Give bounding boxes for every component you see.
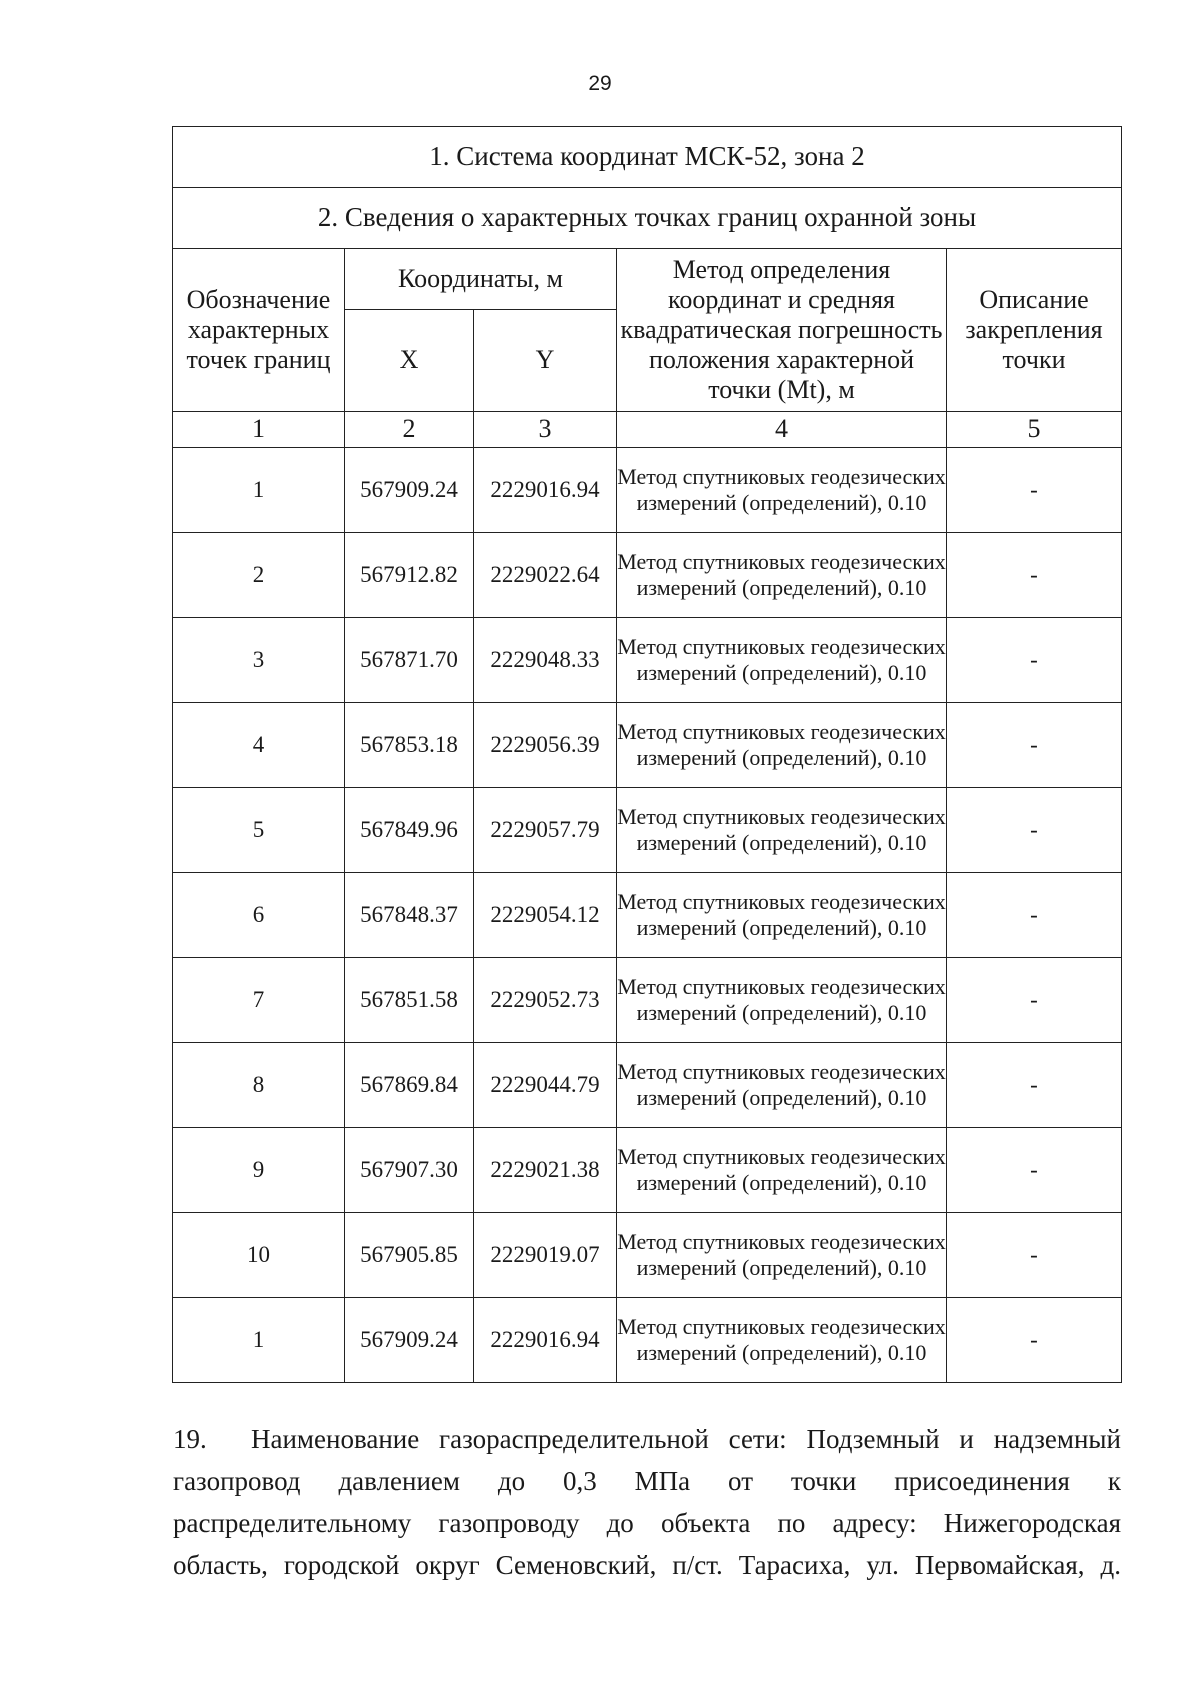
paragraph-line: распределительному газопроводу до объекта по адресу: Нижегородская <box>173 1508 1121 1538</box>
y-coordinate-cell: 2229048.33 <box>474 618 617 703</box>
table-row <box>173 788 1122 873</box>
method-cell: Метод спутниковых геодезических измерений (определений), 0.10 <box>617 1298 947 1383</box>
table-row <box>173 533 1122 618</box>
y-coordinate-cell: 2229052.73 <box>474 958 617 1043</box>
table-row <box>173 873 1122 958</box>
paragraph-line <box>173 1418 1121 1460</box>
y-coordinate-cell: 2229054.12 <box>474 873 617 958</box>
point-designation-cell: 5 <box>173 788 345 873</box>
x-coordinate-cell: 567871.70 <box>345 618 474 703</box>
header-coordinates: Координаты, м <box>345 249 617 310</box>
paragraph-number: 19. <box>173 1424 207 1454</box>
x-coordinate-cell: 567848.37 <box>345 873 474 958</box>
header-y: Y <box>474 310 617 412</box>
description-cell: - <box>947 618 1122 703</box>
description-cell: - <box>947 1043 1122 1128</box>
point-designation-cell: 9 <box>173 1128 345 1213</box>
x-coordinate-cell: 567851.58 <box>345 958 474 1043</box>
table-row <box>173 1213 1122 1298</box>
description-cell: - <box>947 788 1122 873</box>
column-number: 2 <box>345 412 474 448</box>
y-coordinate-cell: 2229057.79 <box>474 788 617 873</box>
column-number: 1 <box>173 412 345 448</box>
header-designation: Обозначение характерных точек границ <box>173 249 345 412</box>
page-number: 29 <box>588 72 612 95</box>
x-coordinate-cell: 567909.24 <box>345 1298 474 1383</box>
description-cell: - <box>947 1298 1122 1383</box>
x-coordinate-cell: 567869.84 <box>345 1043 474 1128</box>
column-number: 5 <box>947 412 1122 448</box>
coordinate-system-cell: 1. Система координат МСК-52, зона 2 <box>173 127 1122 188</box>
table-row <box>173 448 1122 533</box>
table-row <box>173 1298 1122 1383</box>
coordinates-table <box>172 126 1122 1383</box>
point-designation-cell: 3 <box>173 618 345 703</box>
description-cell: - <box>947 958 1122 1043</box>
x-coordinate-cell: 567907.30 <box>345 1128 474 1213</box>
y-coordinate-cell: 2229016.94 <box>474 448 617 533</box>
method-cell: Метод спутниковых геодезических измерений (определений), 0.10 <box>617 448 947 533</box>
y-coordinate-cell: 2229019.07 <box>474 1213 617 1298</box>
table-row <box>173 703 1122 788</box>
section-title-cell: 2. Сведения о характерных точках границ охранной зоны <box>173 188 1122 249</box>
method-cell: Метод спутниковых геодезических измерений (определений), 0.10 <box>617 1213 947 1298</box>
method-cell: Метод спутниковых геодезических измерений (определений), 0.10 <box>617 533 947 618</box>
paragraph-line: область, городской округ Семеновский, п/ст. Тарасиха, ул. Первомайская, д. <box>173 1550 1121 1580</box>
point-designation-cell: 4 <box>173 703 345 788</box>
paragraph-text: Наименование газораспределительной сети: Подземный и надземный <box>251 1424 1121 1454</box>
y-coordinate-cell: 2229016.94 <box>474 1298 617 1383</box>
method-cell: Метод спутниковых геодезических измерений (определений), 0.10 <box>617 618 947 703</box>
point-designation-cell: 8 <box>173 1043 345 1128</box>
y-coordinate-cell: 2229044.79 <box>474 1043 617 1128</box>
x-coordinate-cell: 567909.24 <box>345 448 474 533</box>
column-number: 4 <box>617 412 947 448</box>
point-designation-cell: 2 <box>173 533 345 618</box>
method-cell: Метод спутниковых геодезических измерений (определений), 0.10 <box>617 703 947 788</box>
table-row <box>173 1043 1122 1128</box>
x-coordinate-cell: 567905.85 <box>345 1213 474 1298</box>
description-cell: - <box>947 533 1122 618</box>
description-cell: - <box>947 1213 1122 1298</box>
y-coordinate-cell: 2229022.64 <box>474 533 617 618</box>
table-row <box>173 618 1122 703</box>
method-cell: Метод спутниковых геодезических измерений (определений), 0.10 <box>617 1128 947 1213</box>
header-method: Метод определения координат и средняя квадратическая погрешность положения характерной точки (Mt), м <box>617 249 947 412</box>
point-designation-cell: 6 <box>173 873 345 958</box>
paragraph-19 <box>173 1418 1121 1586</box>
x-coordinate-cell: 567849.96 <box>345 788 474 873</box>
description-cell: - <box>947 1128 1122 1213</box>
point-designation-cell: 10 <box>173 1213 345 1298</box>
header-x: X <box>345 310 474 412</box>
method-cell: Метод спутниковых геодезических измерений (определений), 0.10 <box>617 788 947 873</box>
method-cell: Метод спутниковых геодезических измерений (определений), 0.10 <box>617 1043 947 1128</box>
y-coordinate-cell: 2229021.38 <box>474 1128 617 1213</box>
description-cell: - <box>947 448 1122 533</box>
x-coordinate-cell: 567853.18 <box>345 703 474 788</box>
table-row <box>173 1128 1122 1213</box>
description-cell: - <box>947 873 1122 958</box>
paragraph-line: газопровод давлением до 0,3 МПа от точки присоединения к <box>173 1466 1121 1496</box>
method-cell: Метод спутниковых геодезических измерений (определений), 0.10 <box>617 958 947 1043</box>
table-row <box>173 958 1122 1043</box>
y-coordinate-cell: 2229056.39 <box>474 703 617 788</box>
point-designation-cell: 1 <box>173 1298 345 1383</box>
description-cell: - <box>947 703 1122 788</box>
point-designation-cell: 7 <box>173 958 345 1043</box>
method-cell: Метод спутниковых геодезических измерений (определений), 0.10 <box>617 873 947 958</box>
x-coordinate-cell: 567912.82 <box>345 533 474 618</box>
header-description: Описание закрепления точки <box>947 249 1122 412</box>
point-designation-cell: 1 <box>173 448 345 533</box>
column-number: 3 <box>474 412 617 448</box>
